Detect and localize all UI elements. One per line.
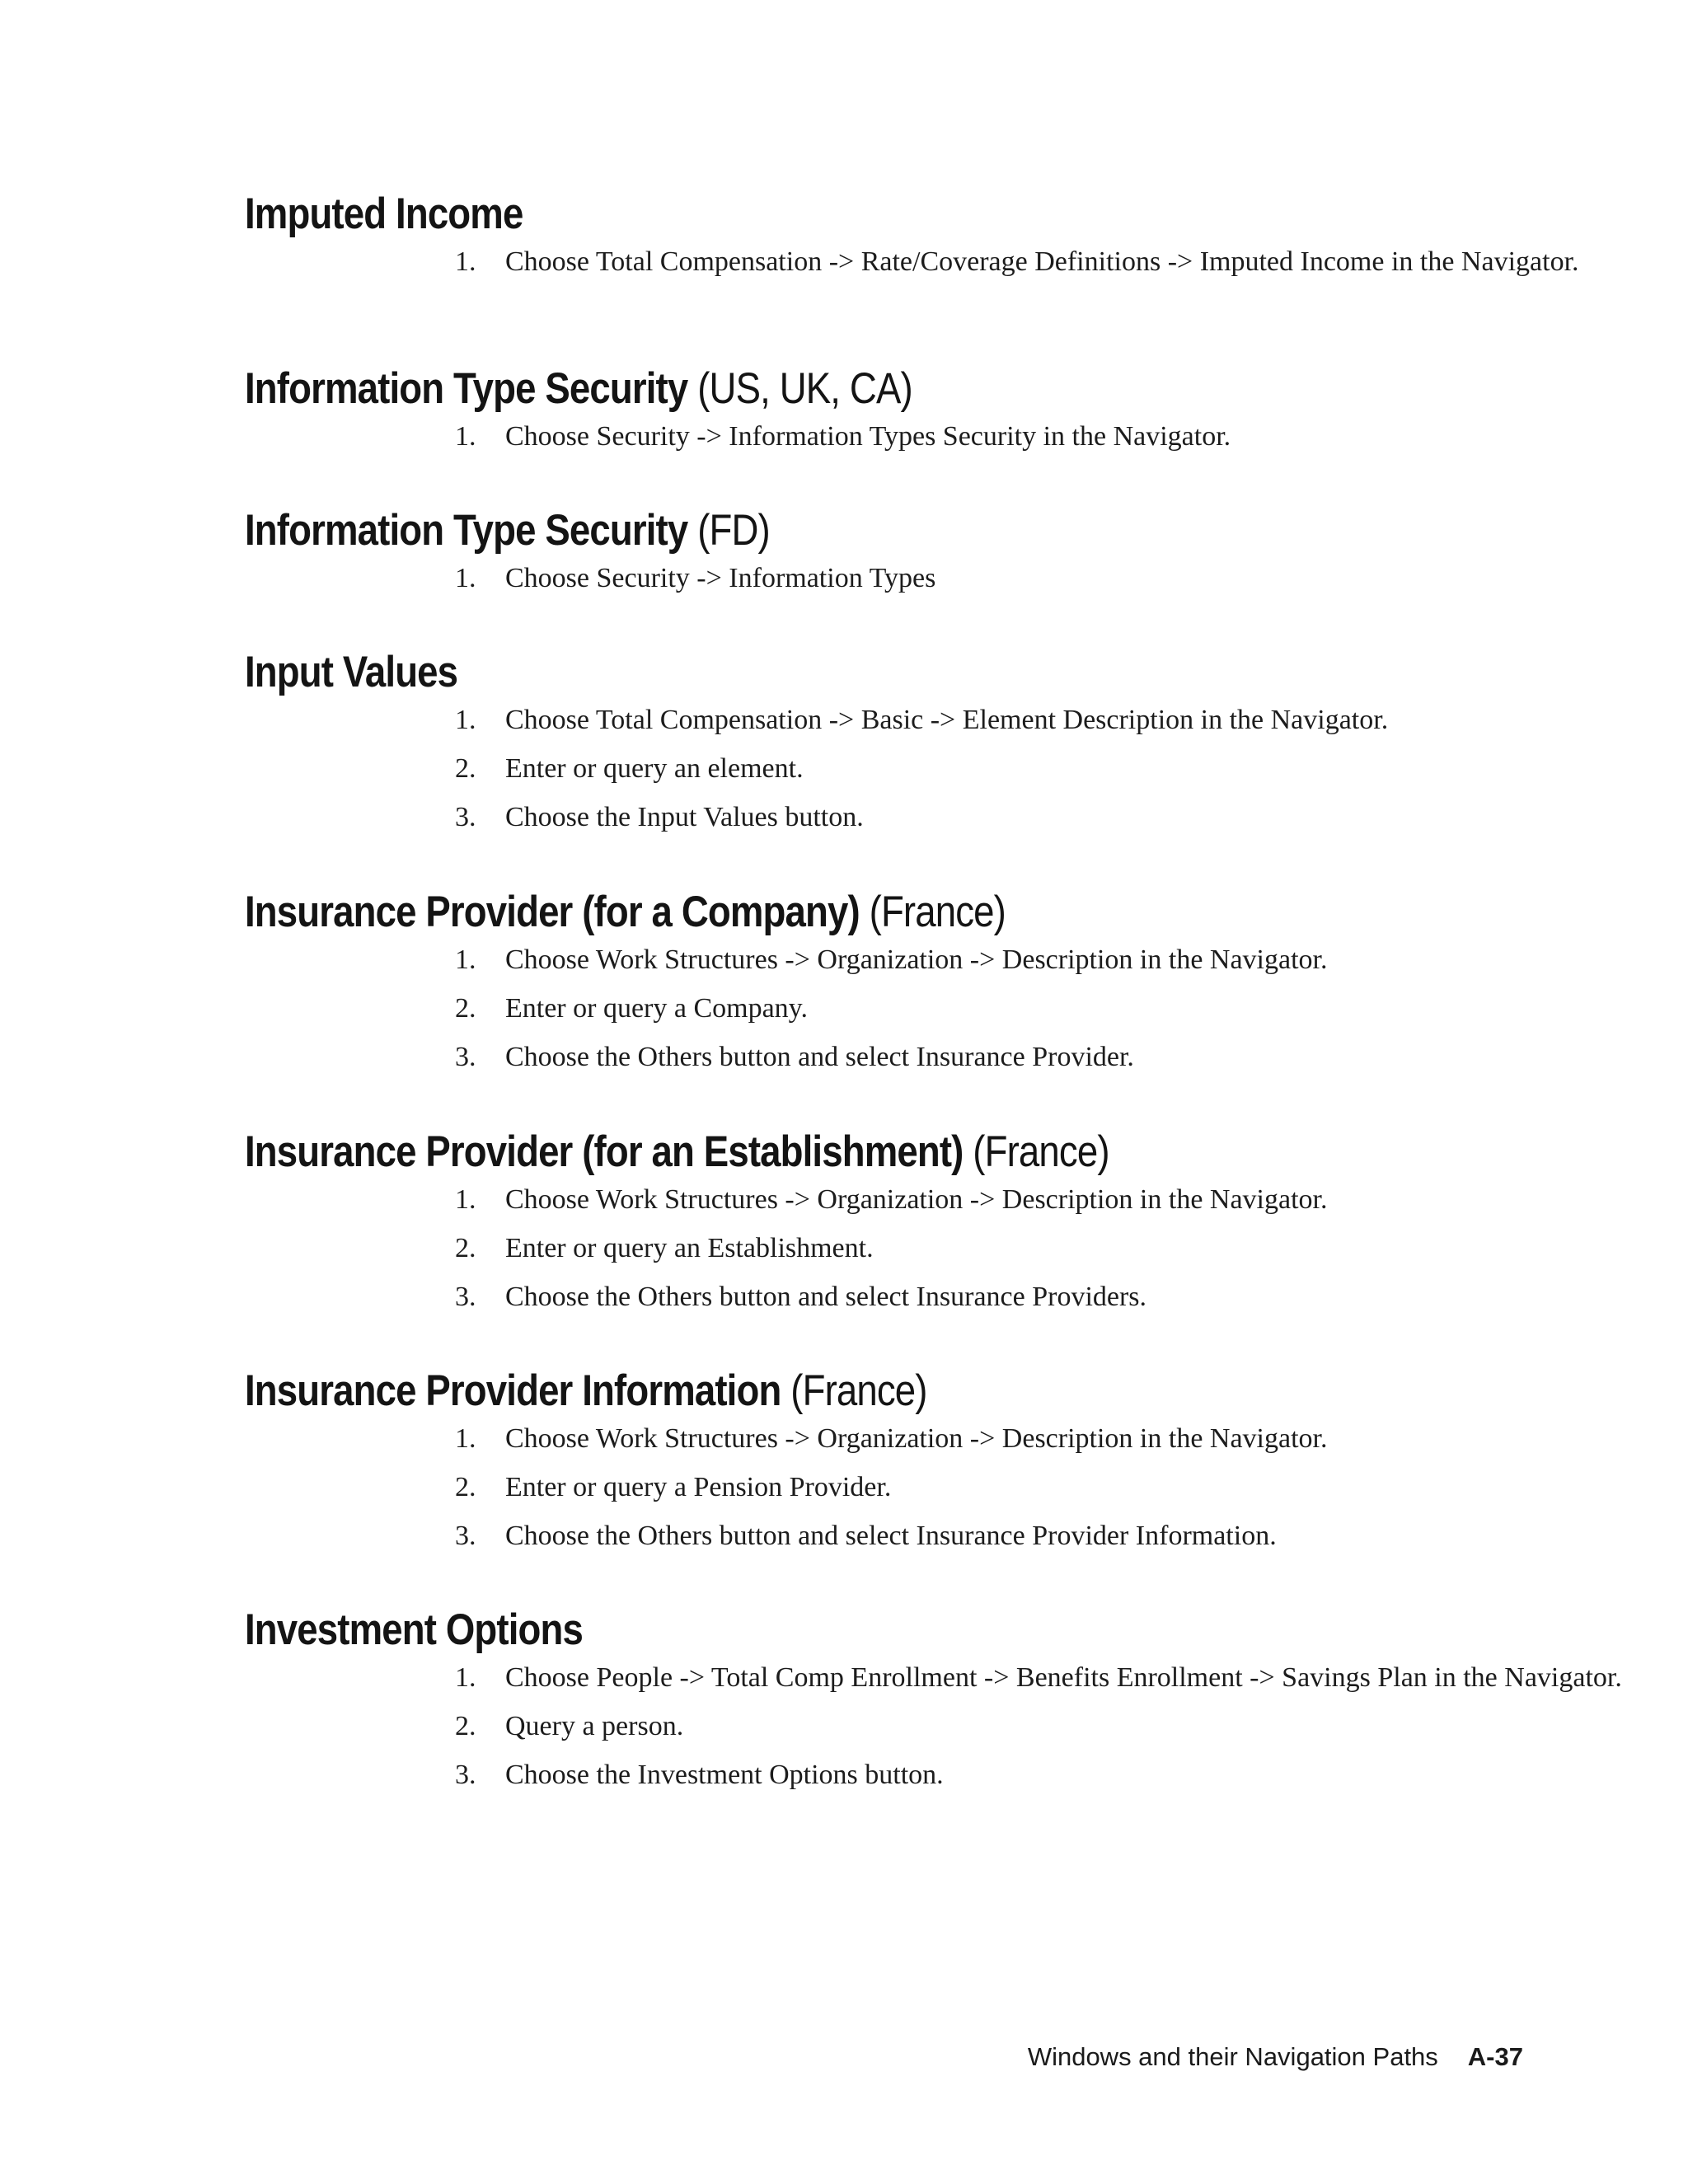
section-heading (245, 1127, 1336, 1177)
step-number: 1. (455, 1662, 476, 1693)
step-number: 2. (455, 753, 476, 784)
step-number: 1. (455, 1184, 476, 1215)
step-number: 2. (455, 1472, 476, 1502)
step-number: 2. (455, 1233, 476, 1263)
section-information-type-security-fd (245, 506, 1514, 594)
step-item (245, 944, 1514, 976)
step-number: 3. (455, 1282, 476, 1312)
step-list (245, 562, 1514, 594)
section-heading (245, 364, 1336, 414)
heading-qualifier: (France) (973, 1127, 1109, 1176)
step-number: 1. (455, 705, 476, 735)
heading-title: Insurance Provider (for a Company) (245, 888, 860, 936)
section-heading (245, 888, 1336, 937)
step-number: 3. (455, 1042, 476, 1072)
step-text: Choose the Investment Options button. (505, 1760, 944, 1790)
step-item (245, 420, 1514, 452)
step-list (245, 704, 1514, 833)
step-number: 1. (455, 563, 476, 593)
section-information-type-security-us-uk-ca (245, 364, 1514, 452)
step-list (245, 944, 1514, 1073)
step-list (245, 1661, 1622, 1791)
section-insurance-provider-establishment (245, 1127, 1514, 1313)
step-number: 1. (455, 421, 476, 452)
section-heading (245, 1605, 1336, 1655)
step-item (245, 1041, 1514, 1073)
step-item (245, 1422, 1514, 1455)
section-heading (245, 506, 1336, 555)
step-text: Enter or query an element. (505, 753, 804, 784)
step-text: Choose Security -> Information Types (505, 563, 936, 593)
step-list (245, 246, 1579, 278)
step-item (245, 1232, 1514, 1264)
step-item (245, 992, 1514, 1024)
step-item (245, 704, 1514, 736)
step-number: 3. (455, 802, 476, 832)
step-item (245, 1710, 1514, 1742)
step-item (245, 562, 1514, 594)
step-text: Choose the Input Values button. (505, 802, 864, 832)
step-number: 2. (455, 993, 476, 1024)
heading-title: Insurance Provider Information (245, 1366, 781, 1415)
section-imputed-income (245, 190, 1579, 278)
step-text: Choose Security -> Information Types Security in the Navigator. (505, 421, 1231, 452)
step-text: Choose Total Compensation -> Rate/Coverage Definitions -> Imputed Income in the Navigator. (505, 246, 1579, 277)
step-item (245, 246, 1579, 278)
step-number: 2. (455, 1711, 476, 1741)
step-text: Choose Total Compensation -> Basic -> Element Description in the Navigator. (505, 705, 1389, 735)
step-text: Enter or query a Company. (505, 993, 808, 1024)
step-text: Choose Work Structures -> Organization -> Description in the Navigator. (505, 1423, 1328, 1454)
step-number: 3. (455, 1521, 476, 1551)
step-number: 1. (455, 1423, 476, 1454)
page-number: A-37 (1467, 2042, 1523, 2071)
heading-title: Input Values (245, 648, 458, 696)
step-item (245, 801, 1514, 833)
step-list (245, 1183, 1514, 1313)
heading-title: Imputed Income (245, 190, 523, 238)
step-text: Choose Work Structures -> Organization -> Description in the Navigator. (505, 1184, 1328, 1215)
section-investment-options (245, 1605, 1622, 1791)
page-footer (1028, 2042, 1523, 2072)
heading-title: Insurance Provider (for an Establishment) (245, 1127, 964, 1176)
heading-title: Investment Options (245, 1605, 583, 1654)
step-text: Choose People -> Total Comp Enrollment -> Benefits Enrollment -> Savings Plan in the Navigator. (505, 1662, 1622, 1693)
step-text: Choose the Others button and select Insurance Provider. (505, 1042, 1134, 1072)
step-text: Choose Work Structures -> Organization -> Description in the Navigator. (505, 944, 1328, 975)
section-heading (245, 1366, 1336, 1416)
heading-title: Information Type Security (245, 364, 688, 413)
heading-qualifier: (US, UK, CA) (697, 364, 912, 413)
step-item (245, 1281, 1514, 1313)
step-item (245, 752, 1514, 785)
step-number: 1. (455, 246, 476, 277)
section-insurance-provider-company (245, 888, 1514, 1073)
heading-title: Information Type Security (245, 506, 688, 555)
step-item (245, 1520, 1514, 1552)
section-insurance-provider-information (245, 1366, 1514, 1552)
section-heading (245, 648, 1336, 697)
step-item (245, 1759, 1514, 1791)
heading-qualifier: (FD) (697, 506, 770, 555)
step-number: 3. (455, 1760, 476, 1790)
step-item (245, 1471, 1514, 1503)
step-text: Choose the Others button and select Insurance Provider Information. (505, 1521, 1277, 1551)
step-text: Choose the Others button and select Insurance Providers. (505, 1282, 1147, 1312)
step-text: Query a person. (505, 1711, 684, 1741)
section-input-values (245, 648, 1514, 833)
footer-chapter-title: Windows and their Navigation Paths (1027, 2042, 1438, 2071)
heading-qualifier: (France) (790, 1366, 927, 1415)
step-text: Enter or query an Establishment. (505, 1233, 874, 1263)
heading-qualifier: (France) (869, 888, 1006, 936)
step-item (245, 1183, 1514, 1216)
section-heading (245, 190, 1336, 239)
step-list (245, 1422, 1514, 1552)
step-number: 1. (455, 944, 476, 975)
step-item (245, 1661, 1622, 1694)
step-list (245, 420, 1514, 452)
step-text: Enter or query a Pension Provider. (505, 1472, 892, 1502)
